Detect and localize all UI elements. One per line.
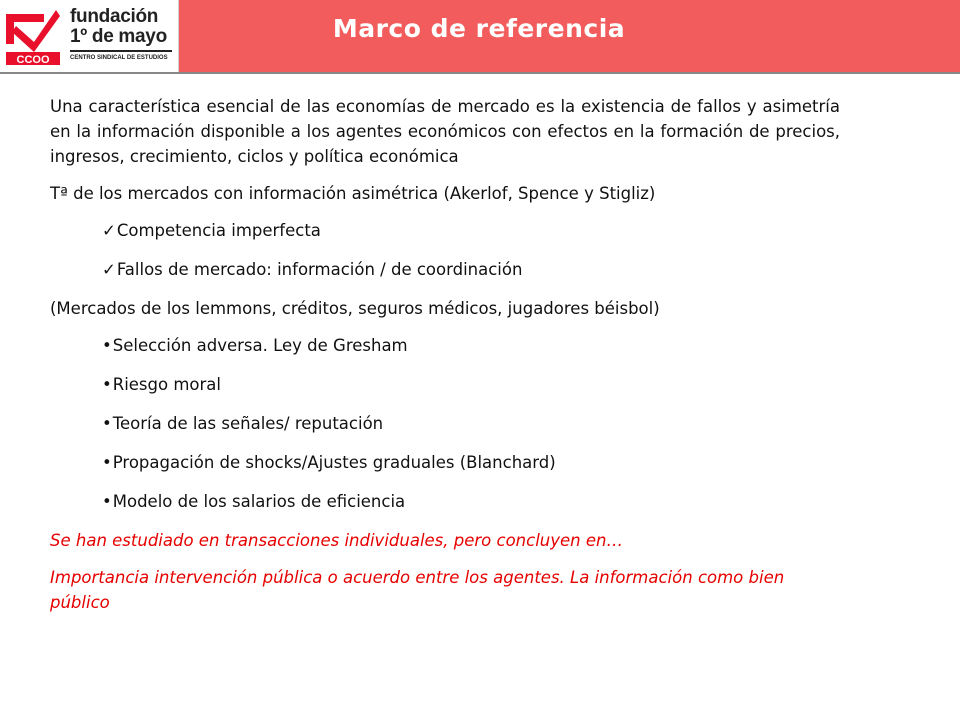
logo-line-1: fundación xyxy=(70,6,159,27)
dot-item-text: Riesgo moral xyxy=(112,375,221,394)
dot-item-text: Teoría de las señales/ reputación xyxy=(112,414,384,433)
conclusion-line-1: Se han estudiado en transacciones individuales, pero concluyen en… xyxy=(50,531,623,550)
logo-rule xyxy=(70,50,172,52)
fundacion-logo xyxy=(0,0,179,72)
dot-item xyxy=(50,333,840,358)
ccoo-logo-icon xyxy=(4,8,62,66)
check-item-text: Competencia imperfecta xyxy=(116,221,321,240)
dot-item xyxy=(50,450,840,475)
logo-subtitle: CENTRO SINDICAL DE ESTUDIOS xyxy=(70,55,168,61)
conclusion-line-2: Importancia intervención pública o acuerdo entre los agentes. La información como bien público xyxy=(50,568,785,612)
intro-paragraph: Una característica esencial de las economías de mercado es la existencia de fallos y asimetría en la información disponible a los agentes económicos con efectos en la formación de precios, ingresos, crecimiento, ciclos y política económica xyxy=(50,97,840,166)
theory-line: Tª de los mercados con información asimétrica (Akerlof, Spence y Stigliz) xyxy=(50,184,656,203)
markets-line: (Mercados de los lemmons, créditos, seguros médicos, jugadores béisbol) xyxy=(50,299,660,318)
checkmark-icon: ✓ xyxy=(102,260,116,279)
logo-text xyxy=(70,7,174,62)
bullet-icon: • xyxy=(102,414,112,433)
dot-item-text: Selección adversa. Ley de Gresham xyxy=(112,336,408,355)
title-bar xyxy=(179,0,960,72)
check-item xyxy=(50,257,840,282)
dot-item xyxy=(50,489,840,514)
check-item xyxy=(50,218,840,243)
dot-item-text: Modelo de los salarios de eficiencia xyxy=(112,492,406,511)
logo-line-2: 1º de mayo xyxy=(70,26,167,47)
header-divider xyxy=(0,72,960,74)
dot-item xyxy=(50,411,840,436)
dot-item xyxy=(50,372,840,397)
bullet-icon: • xyxy=(102,375,112,394)
bullet-icon: • xyxy=(102,453,112,472)
dot-item-text: Propagación de shocks/Ajustes graduales (Blanchard) xyxy=(112,453,556,472)
slide-body xyxy=(50,94,840,627)
check-item-text: Fallos de mercado: información / de coordinación xyxy=(116,260,523,279)
slide-header xyxy=(0,0,960,74)
checkmark-icon: ✓ xyxy=(102,221,116,240)
brand-text: CCOO xyxy=(16,54,50,66)
page-title: Marco de referencia xyxy=(332,14,626,43)
bullet-icon: • xyxy=(102,336,112,355)
bullet-icon: • xyxy=(102,492,112,511)
